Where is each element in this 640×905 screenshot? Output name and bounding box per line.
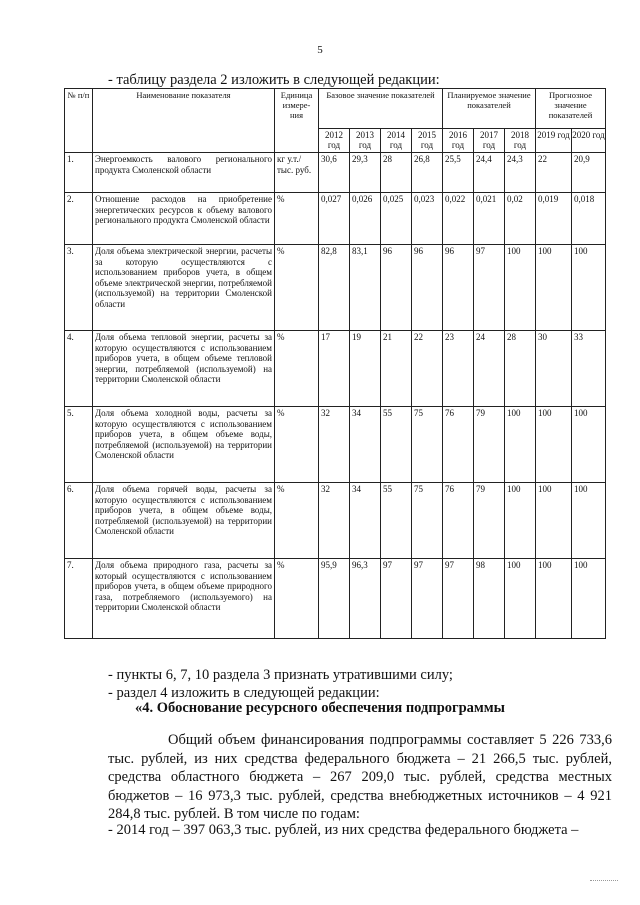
indicator-value: 100 (536, 245, 572, 331)
indicator-value: 79 (474, 483, 505, 559)
indicator-value: 28 (505, 331, 536, 407)
row-number: 7. (65, 559, 93, 639)
indicator-value: 96 (381, 245, 412, 331)
page-mark (590, 880, 618, 883)
indicator-value: 34 (350, 483, 381, 559)
indicator-name: Доля объема природного газа, расчеты за который осуществляются с использованием приборов учета, в общем объеме природного газа, потребляемого (используемого) на территории Смоленской области (93, 559, 275, 639)
indicator-value: 24,3 (505, 153, 536, 193)
row-number: 2. (65, 193, 93, 245)
table-row (65, 193, 606, 245)
indicator-unit: % (275, 407, 319, 483)
header-base: Базовое значение показателей (319, 89, 443, 129)
indicator-value: 0,023 (412, 193, 443, 245)
table-row (65, 245, 606, 331)
indicator-value: 97 (381, 559, 412, 639)
indicator-value: 32 (319, 407, 350, 483)
indicator-value: 0,018 (572, 193, 606, 245)
header-name: Наименование показателя (93, 89, 275, 153)
indicator-name: Энергоемкость валового регионального продукта Смоленской области (93, 153, 275, 193)
indicator-value: 34 (350, 407, 381, 483)
indicator-value: 55 (381, 483, 412, 559)
indicator-value: 96 (443, 245, 474, 331)
indicator-name: Доля объема электрической энергии, расчеты за которую осуществляются с использованием приборов учета, в общем объеме электрической энергии, потребляемой (используемой) на территории Смоленской области (93, 245, 275, 331)
table-row (65, 331, 606, 407)
indicator-value: 96,3 (350, 559, 381, 639)
section-heading: «4. Обоснование ресурсного обеспечения подпрограммы (135, 700, 505, 716)
table-row (65, 483, 606, 559)
indicator-value: 20,9 (572, 153, 606, 193)
indicator-value: 22 (536, 153, 572, 193)
indicator-value: 24,4 (474, 153, 505, 193)
indicator-unit: % (275, 331, 319, 407)
indicator-value: 32 (319, 483, 350, 559)
indicator-value: 33 (572, 331, 606, 407)
indicator-value: 97 (412, 559, 443, 639)
indicator-value: 22 (412, 331, 443, 407)
indicator-value: 25,5 (443, 153, 474, 193)
row-number: 6. (65, 483, 93, 559)
indicator-value: 76 (443, 483, 474, 559)
intro-text: - таблицу раздела 2 изложить в следующей редакции: (108, 72, 440, 88)
indicator-value: 97 (474, 245, 505, 331)
indicator-value: 100 (572, 483, 606, 559)
indicator-unit: % (275, 559, 319, 639)
indicator-value: 0,022 (443, 193, 474, 245)
indicator-value: 21 (381, 331, 412, 407)
indicator-value: 100 (536, 559, 572, 639)
indicator-value: 29,3 (350, 153, 381, 193)
indicator-value: 75 (412, 407, 443, 483)
indicator-value: 96 (412, 245, 443, 331)
indicator-value: 82,8 (319, 245, 350, 331)
indicator-value: 100 (536, 407, 572, 483)
indicator-name: Доля объема тепловой энергии, расчеты за которую осуществляются с использованием приборов учета, в общем объеме тепловой энергии, потребляемой (используемой) на территории Смоленской области (93, 331, 275, 407)
year-header: 2014 год (381, 129, 412, 153)
indicator-unit: % (275, 245, 319, 331)
header-num: № п/п (65, 89, 93, 153)
year-header: 2012 год (319, 129, 350, 153)
indicator-name: Отношение расходов на приобретение энергетических ресурсов к объему валового регионального продукта Смоленской области (93, 193, 275, 245)
row-number: 1. (65, 153, 93, 193)
year-header: 2015 год (412, 129, 443, 153)
year-header: 2019 год (536, 129, 572, 153)
indicator-value: 30,6 (319, 153, 350, 193)
indicator-value: 24 (474, 331, 505, 407)
indicator-value: 75 (412, 483, 443, 559)
item-b: - раздел 4 изложить в следующей редакции: (108, 685, 380, 701)
header-unit: Единица измере-ния (275, 89, 319, 153)
indicator-value: 23 (443, 331, 474, 407)
financing-paragraph: Общий объем финансирования подпрограммы составляет 5 226 733,6 тыс. рублей, из них средства федерального бюджета – 21 266,5 тыс. рублей, средства областного бюджета – 267 209,0 тыс. рублей, средства местных бюджетов – 16 973,3 тыс. рублей, средства внебюджетных источников – 4 921 284,8 тыс. рублей. В том числе по годам: (108, 732, 612, 822)
last-line: - 2014 год – 397 063,3 тыс. рублей, из них средства федерального бюджета – (108, 822, 579, 838)
indicators-table (64, 88, 606, 639)
indicator-value: 95,9 (319, 559, 350, 639)
indicator-value: 55 (381, 407, 412, 483)
indicator-value: 100 (536, 483, 572, 559)
indicator-name: Доля объема холодной воды, расчеты за которую осуществляются с использованием приборов учета, в общем объеме воды, потребляемой (используемой) на территории Смоленской области (93, 407, 275, 483)
indicator-value: 83,1 (350, 245, 381, 331)
indicator-value: 0,02 (505, 193, 536, 245)
year-header: 2016 год (443, 129, 474, 153)
indicator-value: 28 (381, 153, 412, 193)
indicator-value: 0,026 (350, 193, 381, 245)
indicator-name: Доля объема горячей воды, расчеты за которую осуществляются с использованием приборов учета, в общем объеме воды, потребляемой (используемой) на территории Смоленской области (93, 483, 275, 559)
indicator-value: 17 (319, 331, 350, 407)
indicator-value: 19 (350, 331, 381, 407)
indicator-value: 100 (572, 245, 606, 331)
table-row (65, 153, 606, 193)
item-a: - пункты 6, 7, 10 раздела 3 признать утратившими силу; (108, 667, 453, 683)
indicator-value: 0,025 (381, 193, 412, 245)
year-header: 2018 год (505, 129, 536, 153)
indicator-value: 100 (572, 407, 606, 483)
year-header: 2013 год (350, 129, 381, 153)
table-row (65, 559, 606, 639)
indicator-value: 100 (505, 407, 536, 483)
indicator-value: 76 (443, 407, 474, 483)
indicator-value: 26,8 (412, 153, 443, 193)
indicator-value: 30 (536, 331, 572, 407)
indicator-unit: % (275, 193, 319, 245)
indicator-unit: кг у.т./тыс. руб. (275, 153, 319, 193)
table-row (65, 407, 606, 483)
row-number: 4. (65, 331, 93, 407)
indicator-value: 100 (505, 483, 536, 559)
row-number: 3. (65, 245, 93, 331)
indicator-value: 0,019 (536, 193, 572, 245)
indicator-value: 0,021 (474, 193, 505, 245)
indicator-value: 100 (505, 245, 536, 331)
row-number: 5. (65, 407, 93, 483)
indicator-value: 0,027 (319, 193, 350, 245)
indicator-value: 98 (474, 559, 505, 639)
indicator-unit: % (275, 483, 319, 559)
header-planned: Планируемое значение показателей (443, 89, 536, 129)
indicator-value: 100 (572, 559, 606, 639)
year-header: 2017 год (474, 129, 505, 153)
indicator-value: 100 (505, 559, 536, 639)
indicator-value: 97 (443, 559, 474, 639)
indicator-value: 79 (474, 407, 505, 483)
year-header: 2020 год (572, 129, 606, 153)
header-forecast: Прогнозное значение показателей (536, 89, 606, 129)
page-number: 5 (317, 44, 323, 56)
